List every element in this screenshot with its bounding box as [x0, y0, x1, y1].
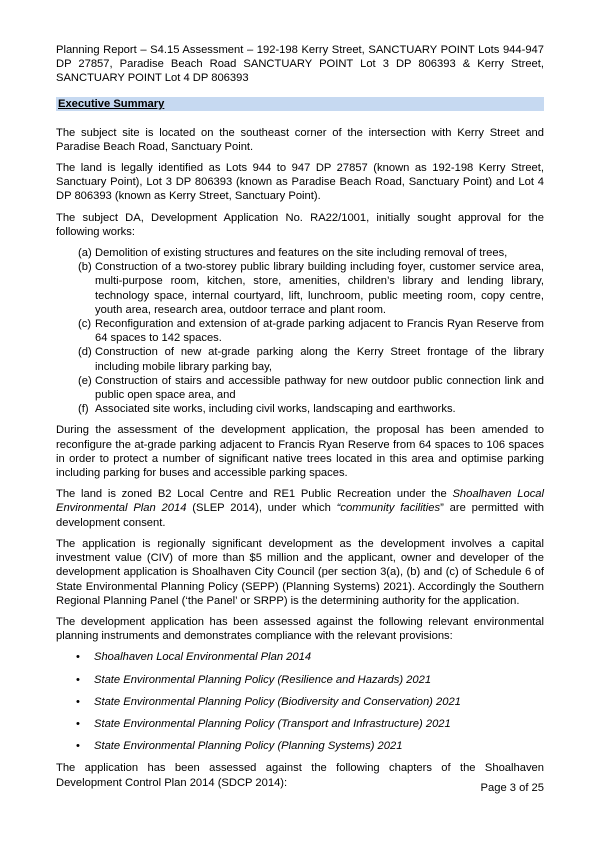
section-heading-bar [56, 97, 544, 111]
bullet-icon: • [76, 651, 80, 664]
instrument-text: State Environmental Planning Policy (Planning Systems) 2021 [94, 740, 403, 753]
community-facilities-term: “community facilities [336, 502, 441, 515]
instrument-item [76, 673, 544, 687]
works-list-item [78, 345, 544, 373]
works-list-item [78, 260, 544, 317]
instruments-list [56, 650, 544, 753]
bullet-icon: • [76, 717, 80, 730]
works-list [56, 246, 544, 416]
list-marker: (c) [78, 318, 92, 331]
list-marker: (e) [78, 374, 92, 387]
works-list-item [78, 246, 544, 260]
bullet-icon: • [76, 673, 80, 686]
list-item-text: Demolition of existing structures and features on the site including removal of trees, [95, 247, 508, 260]
page-number: Page 3 of 25 [480, 782, 544, 794]
list-item-text: Associated site works, including civil works, landscaping and earthworks. [95, 403, 456, 416]
paragraph-legal-description: The land is legally identified as Lots 944 to 947 DP 27857 (known as 192-198 Kerry Street, Sanctuary Point), Lot 3 DP 806393 (known as Paradise Beach Road, Sanctuary Point) and Lot 4 DP 806393 (known as Kerry Street, Sanctuary Point). [56, 162, 544, 203]
list-marker: (a) [78, 247, 92, 260]
works-list-item [78, 374, 544, 402]
list-marker: (b) [78, 261, 92, 274]
list-item-text: Construction of new at-grade parking along the Kerry Street frontage of the library including mobile library parking bay, [95, 346, 544, 373]
works-list-item [78, 402, 544, 416]
instrument-item [76, 739, 544, 753]
instrument-text: State Environmental Planning Policy (Transport and Infrastructure) 2021 [94, 717, 451, 730]
list-marker: (f) [78, 403, 89, 416]
zoning-text-3: ” are permitted with development consent. [56, 502, 544, 529]
bullet-icon: • [76, 695, 80, 708]
zoning-text-2: (SLEP 2014), under which [186, 502, 337, 515]
list-item-text: Reconfiguration and extension of at-grade parking adjacent to Francis Ryan Reserve from 64 spaces to 142 spaces. [95, 318, 544, 345]
bullet-icon: • [76, 740, 80, 753]
list-marker: (d) [78, 346, 92, 359]
list-item-text: Construction of stairs and accessible pathway for new outdoor public connection link and public open space area, and [95, 374, 544, 402]
list-item-text: Construction of a two-storey public library building including foyer, customer service area, multi-purpose room, kitchen, store, amenities, children’s library and lending library, technology space, internal courtyard, lift, lunchroom, public meeting room, copy centre, youth area, research area, outdoor terrace and plant room. [95, 261, 544, 316]
paragraph-epi-intro: The development application has been assessed against the following relevant environmental planning instruments and demonstrates compliance with the relevant provisions: [56, 615, 544, 643]
instrument-item [76, 717, 544, 731]
paragraph-dcp-intro: The application has been assessed against the following chapters of the Shoalhaven Development Control Plan 2014 (SDCP 2014): [56, 762, 544, 789]
paragraph-site-location: The subject site is located on the southeast corner of the intersection with Kerry Street and Paradise Beach Road, Sanctuary Point. [56, 126, 544, 153]
section-title: Executive Summary [58, 97, 165, 110]
slep-title: Shoalhaven Local Environmental Plan 2014 [56, 488, 544, 515]
instrument-text: Shoalhaven Local Environmental Plan 2014 [94, 651, 312, 664]
paragraph-regional-significance: The application is regionally significant development as the development involves a capital investment value (CIV) of more than $5 million and the applicant, owner and developer of the development application is Shoalhaven City Council (per section 3(a), (b) and (c) of Schedule 6 of State Environmental Planning Policy (SEPP) (Planning Systems) 2021). Accordingly the Southern Regional Planning Panel (‘the Panel’ or SRPP) is the determining authority for the application. [56, 537, 544, 607]
instrument-text: State Environmental Planning Policy (Resilience and Hazards) 2021 [94, 673, 432, 686]
paragraph-zoning [56, 487, 544, 530]
zoning-text-1: The land is zoned B2 Local Centre and RE1 Public Recreation under the [56, 488, 453, 501]
page-header: Planning Report – S4.15 Assessment – 192-198 Kerry Street, SANCTUARY POINT Lots 944-947 DP 27857, Paradise Beach Road SANCTUARY POINT Lot 3 DP 806393 & Kerry Street, SANCTUARY POINT Lot 4 DP 806393 [56, 44, 544, 85]
paragraph-amendment: During the assessment of the development application, the proposal has been amended to reconfigure the at-grade parking adjacent to Francis Ryan Reserve from 64 spaces to 106 spaces in order to protect a number of significant native trees located in this area and optimise parking including parking for buses and accessible parking spaces. [56, 424, 544, 480]
works-list-item [78, 317, 544, 345]
paragraph-da-intro: The subject DA, Development Application No. RA22/1001, initially sought approval for the following works: [56, 211, 544, 238]
instrument-item [76, 695, 544, 709]
instrument-item [76, 650, 544, 664]
instrument-text: State Environmental Planning Policy (Biodiversity and Conservation) 2021 [94, 695, 461, 708]
